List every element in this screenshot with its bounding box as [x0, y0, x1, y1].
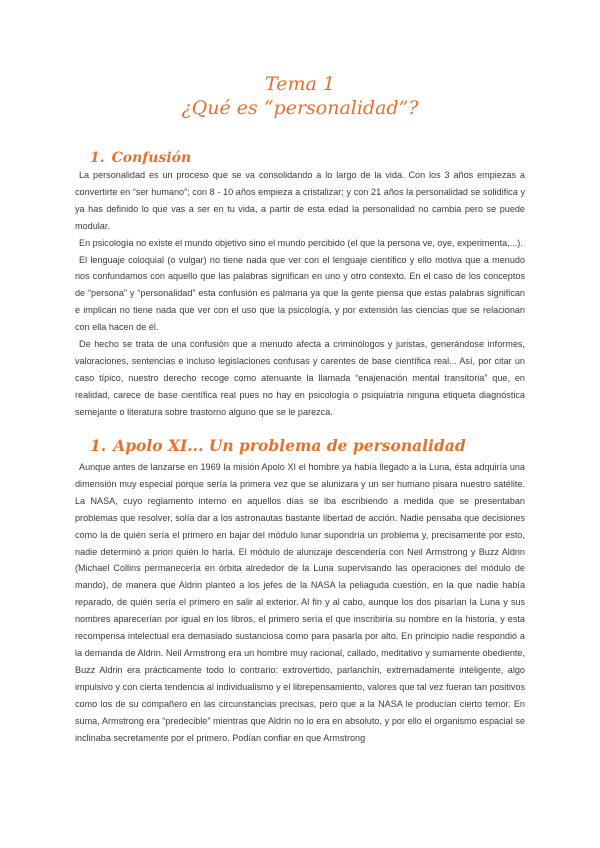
section-heading-apolo	[90, 436, 466, 455]
title-line-2: ¿Qué es “personalidad”?	[181, 97, 419, 119]
section-title: Confusión	[111, 150, 192, 166]
section-body-confusion	[75, 167, 525, 421]
paragraph: Aunque antes de lanzarse en 1969 la misión Apolo XI el hombre ya había llegado a la Luna, ésta adquiría una dimensión muy especial porque sería la primera vez que se alunizara y un ser humano pisara nuestro satélite. La NASA, cuyo reglamento interno en aquellos días se iba escribiendo a medida que se presentaban problemas que resolver, solía dar a los astronautas bastante libertad de acción. Nadie pensaba que decisiones como la de quién sería el primero en bajar del módulo lunar supondría un problema y, precisamente por esto, nadie determinó a priori quién lo haría. El módulo de alunizaje descendería con Neil Armstrong y Buzz Aldrin (Michael Collins permanecería en órbita alrededor de la Luna supervisando las operaciones del módulo de mando), de manera que Aldrin planteó a los jefes de la NASA la peliaguda cuestión, en la que nadie había reparado, de quién sería el primero en salir al exterior. Al fin y al cabo, aunque los dos pisarían la Luna y sus nombres aparecerían por igual en los libros, el primero sería el que inscribiría su nombre en la historia, y esta recompensa intelectual era demasiado sustanciosa como para pasarla por alto. En principio nadie respondió a la demanda de Aldrin. Neil Armstrong era un hombre muy racional, callado, meditativo y sumamente obediente, Buzz Aldrin era prácticamente todo lo contrario: extrovertido, parlanchín, extremadamente inteligente, algo impulsivo y con cierta tendencia al individualismo y el librepensamiento, valores que tal vez fueran tan positivos como los de su compañero en las circunstancias precisas, pero que a la NASA le producían cierto temor. En suma, Armstrong era “predecible” mientras que Aldrin no lo era en absoluto, y por ello el organismo espacial se inclinaba secretamente por el primero. Podían confiar en que Armstrong	[75, 462, 525, 743]
paragraph: De hecho se trata de una confusión que a menudo afecta a criminólogos y juristas, generándose informes, valoraciones, sentencias e incluso legislaciones confusas y carentes de base científica real... Así, por citar un caso típico, nuestro derecho recoge como atenuante la llamada “enajenación mental transitoria” que, en realidad, carece de base científica real pues no hay en psicología o psiquiatría ninguna etiqueta diagnóstica semejante o literatura sobre trastorno alguno que se le parezca.	[75, 339, 525, 417]
title-line-1: Tema 1	[265, 73, 335, 95]
section-number: 1.	[90, 436, 107, 455]
section-body-apolo	[75, 459, 525, 746]
paragraph: En psicología no existe el mundo objetivo sino el mundo percibido (el que la persona ve, oye, experimenta,...).	[79, 237, 523, 248]
paragraph: El lenguaje coloquial (o vulgar) no tiene nada que ver con el lenguaje científico y ello motiva que a menudo nos confundamos con aquello que las palabras significan en uno y otro contexto. En el caso de los conceptos de “persona” y “personalidad” esta confusión es palmaria ya que la gente piensa que estas palabras significan e implican no tiene nada que ver con el uso que la psicología, y por extensión las ciencias que se relacionan con ella hacen de él.	[75, 254, 525, 333]
section-heading-confusion	[90, 150, 191, 166]
document-title	[0, 72, 600, 120]
section-title: Apolo XI... Un problema de personalidad	[113, 436, 466, 455]
paragraph: La personalidad es un proceso que se va consolidando a lo largo de la vida. Con los 3 años empiezas a convertirte en “ser humano”; con 8 - 10 años empieza a cristalizar; y con 21 años la personalidad se solidifica y ya has definido lo que vas a ser en tu vida, a partir de esta edad la personalidad no cambia pero se puede modular.	[75, 170, 525, 231]
section-number: 1.	[90, 150, 105, 166]
